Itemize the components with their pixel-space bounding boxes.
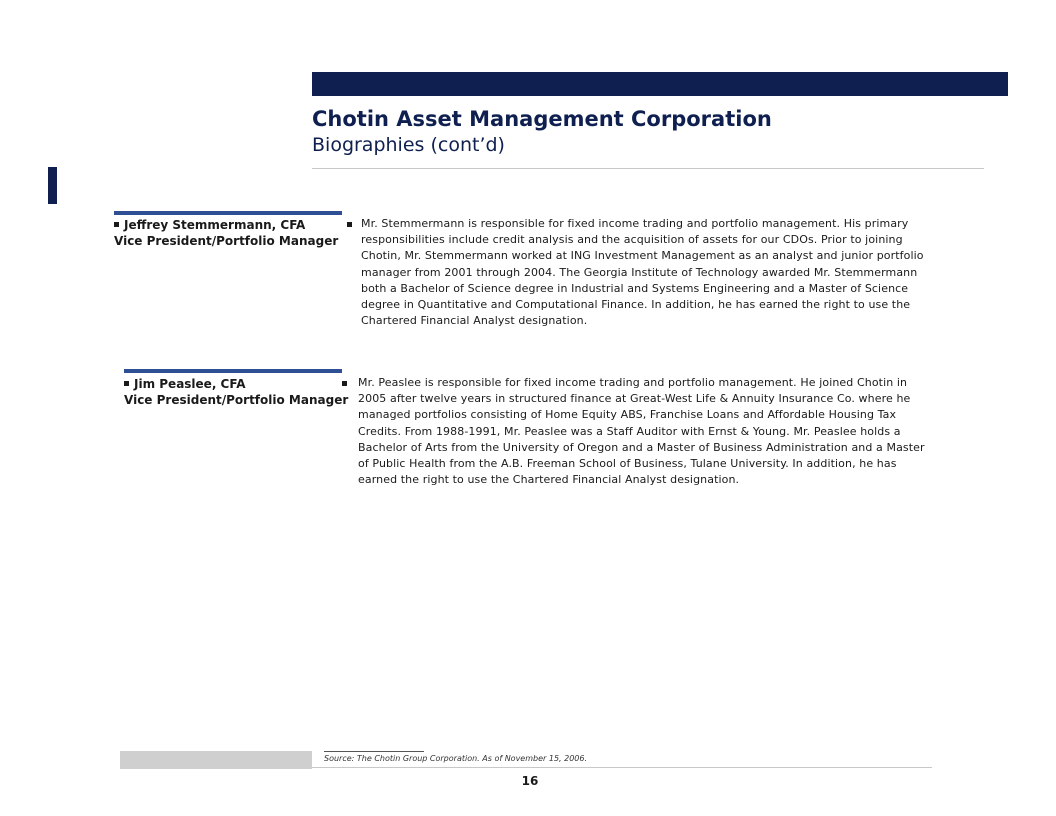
side-accent-bar: [48, 167, 57, 204]
bio-name-text: Jeffrey Stemmermann, CFA: [124, 218, 306, 232]
bio-line: degree in Quantitative and Computational Finance. In addition, he has earned the right to use the: [361, 298, 911, 312]
bio-text: [358, 375, 925, 488]
bio-line: Chartered Financial Analyst designation.: [361, 314, 588, 328]
bio-line: Bachelor of Arts from the University of Oregon and a Master of Business Administration and a Master: [358, 440, 925, 454]
bio-line: manager from 2001 through 2004. The Georgia Institute of Technology awarded Mr. Stemmermann: [361, 265, 918, 279]
bio-accent-bar: [114, 211, 342, 215]
footnote-rule: [324, 751, 424, 752]
bio-line: earned the right to use the Chartered Financial Analyst designation.: [358, 473, 740, 487]
header-band: [312, 72, 1008, 96]
bio-name: [114, 217, 305, 233]
bullet-icon: [124, 381, 129, 386]
bio-role: Vice President/Portfolio Manager: [114, 234, 339, 248]
bio-name-text: Jim Peaslee, CFA: [134, 377, 246, 391]
bio-line: 2005 after twelve years in structured finance at Great-West Life & Annuity Insurance Co. where he: [358, 392, 911, 406]
bio-text: [361, 216, 924, 329]
bio-line: of Public Health from the A.B. Freeman School of Business, Tulane University. In addition, he has: [358, 457, 897, 471]
bio-line: Mr. Stemmermann is responsible for fixed income trading and portfolio management. His primary: [361, 217, 909, 230]
page-subtitle: Biographies (cont’d): [312, 134, 505, 156]
bio-line: Mr. Peaslee is responsible for fixed income trading and portfolio management. He joined Chotin in: [358, 376, 908, 389]
bio-line: responsibilities include credit analysis and the acquisition of assets for our CDOs. Prior to joining: [361, 233, 903, 247]
bullet-icon: [114, 222, 119, 227]
page-number: 16: [521, 774, 539, 788]
bio-name: [124, 376, 245, 392]
bullet-icon: [347, 222, 352, 227]
bio-line: managed portfolios consisting of Home Equity ABS, Franchise Loans and Affordable Housing Tax: [358, 408, 897, 422]
bio-role: Vice President/Portfolio Manager: [124, 393, 349, 407]
header-divider: [312, 168, 984, 169]
footer-band: [120, 751, 312, 769]
source-note: Source: The Chotin Group Corporation. As of November 15, 2006.: [324, 754, 588, 763]
bullet-icon: [342, 381, 347, 386]
bio-line: Credits. From 1988-1991, Mr. Peaslee was a Staff Auditor with Ernst & Young. Mr. Peaslee holds a: [358, 424, 901, 438]
bio-line: both a Bachelor of Science degree in Industrial and Systems Engineering and a Master of Science: [361, 281, 909, 295]
bio-accent-bar: [124, 369, 342, 373]
footer-divider: [312, 767, 932, 768]
page-title: Chotin Asset Management Corporation: [312, 107, 772, 131]
bio-line: Chotin, Mr. Stemmermann worked at ING Investment Management as an analyst and junior portfolio: [361, 249, 924, 263]
